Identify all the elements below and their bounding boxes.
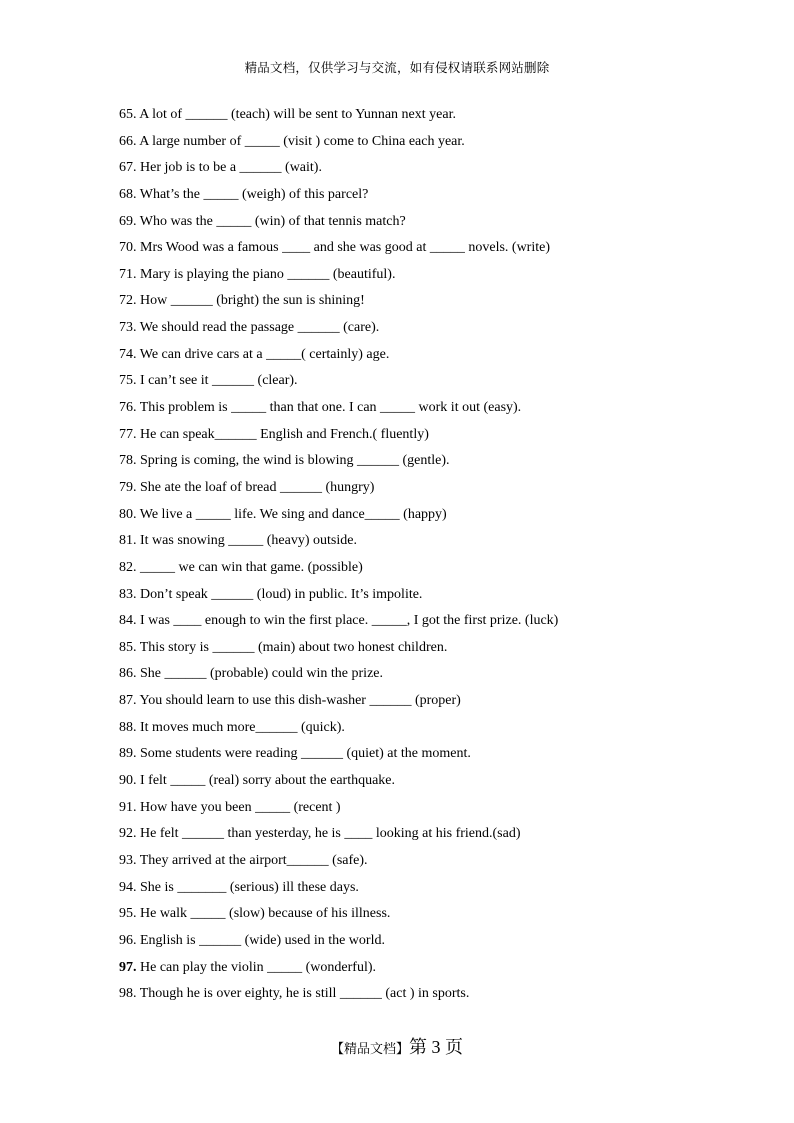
exercise-item [119,315,679,342]
exercise-text: She ______ (probable) could win the prize. [140,666,383,682]
exercise-item [119,688,679,715]
exercise-number: 74. [119,346,137,362]
exercise-number: 81. [119,533,137,549]
exercise-text: We live a _____ life. We sing and dance_____ (happy) [139,506,447,522]
exercise-item [119,795,679,822]
exercise-number: 77. [119,426,137,442]
exercise-text: This problem is _____ than that one. I can _____ work it out (easy). [139,400,522,416]
exercise-text: We should read the passage ______ (care). [139,320,380,336]
exercise-item [119,955,679,982]
exercise-number: 83. [119,586,137,602]
exercise-text: He felt ______ than yesterday, he is ____ looking at his friend.(sad) [140,826,521,842]
exercise-item [119,768,679,795]
exercise-text: How have you been _____ (recent ) [140,799,341,815]
exercise-number: 84. [119,613,137,629]
exercise-number: 76. [119,400,137,416]
exercise-number: 73. [119,320,137,336]
exercise-number: 68. [119,186,137,202]
exercise-item [119,875,679,902]
exercise-item [119,715,679,742]
exercise-number: 70. [119,240,137,256]
exercise-item [119,395,679,422]
exercise-number: 78. [119,453,137,469]
exercise-number: 71. [119,266,137,282]
exercise-text: Some students were reading ______ (quiet) at the moment. [140,746,471,762]
exercise-number: 66. [119,133,137,149]
exercise-text: She is _______ (serious) ill these days. [140,879,359,895]
exercise-text: He walk _____ (slow) because of his illness. [140,906,391,922]
exercise-text: He can play the violin _____ (wonderful). [140,959,376,975]
exercise-text: I was ____ enough to win the first place. _____, I got the first prize. (luck) [140,613,559,629]
exercise-number: 72. [119,293,137,309]
exercise-number: 67. [119,160,137,176]
exercise-text: He can speak______ English and French.( fluently) [140,426,429,442]
exercise-number: 94. [119,879,137,895]
exercise-text: This story is ______ (main) about two honest children. [139,639,448,655]
exercise-number: 90. [119,773,137,789]
exercise-text: Her job is to be a ______ (wait). [140,160,322,176]
exercise-item [119,928,679,955]
page-number: 第 3 页 [409,1037,463,1057]
exercise-number: 96. [119,932,137,948]
exercise-number: 86. [119,666,137,682]
exercise-number: 89. [119,746,137,762]
exercise-text: A lot of ______ (teach) will be sent to Yunnan next year. [139,107,456,122]
exercise-list [119,102,679,1008]
exercise-number: 97. [119,959,137,975]
exercise-number: 92. [119,826,137,842]
exercise-text: They arrived at the airport______ (safe). [139,852,368,868]
exercise-item [119,582,679,609]
exercise-item [119,475,679,502]
exercise-item [119,288,679,315]
exercise-text: Though he is over eighty, he is still ______ (act ) in sports. [139,986,470,1002]
exercise-text: A large number of _____ (visit ) come to China each year. [139,133,465,149]
exercise-text: English is ______ (wide) used in the world. [140,932,385,948]
exercise-text: Don’t speak ______ (loud) in public. It’s impolite. [140,586,423,602]
exercise-item [119,502,679,529]
exercise-text: I felt _____ (real) sorry about the earthquake. [140,773,396,789]
exercise-text: What’s the _____ (weigh) of this parcel? [139,186,369,202]
exercise-item [119,635,679,662]
exercise-item [119,821,679,848]
exercise-item [119,368,679,395]
exercise-number: 82. [119,559,137,575]
exercise-text: I can’t see it ______ (clear). [140,373,298,389]
footer-tag: 【精品文档】 [330,1042,409,1057]
exercise-item [119,448,679,475]
exercise-text: It moves much more______ (quick). [140,719,345,735]
exercise-text: How ______ (bright) the sun is shining! [140,293,365,309]
exercise-text: Spring is coming, the wind is blowing ______ (gentle). [140,453,450,469]
exercise-number: 88. [119,719,137,735]
exercise-item [119,235,679,262]
exercise-item [119,342,679,369]
exercise-text: _____ we can win that game. (possible) [140,559,363,575]
exercise-item [119,209,679,236]
exercise-text: Mary is playing the piano ______ (beautiful). [140,266,396,282]
exercise-item [119,661,679,688]
exercise-item [119,102,679,129]
exercise-number: 65. [119,107,137,122]
exercise-item [119,555,679,582]
exercise-number: 91. [119,799,137,815]
exercise-number: 85. [119,639,137,655]
exercise-number: 87. [119,693,137,709]
exercise-text: Mrs Wood was a famous ____ and she was good at _____ novels. (write) [140,240,550,256]
exercise-text: We can drive cars at a _____( certainly) age. [139,346,390,362]
exercise-item [119,182,679,209]
exercise-text: It was snowing _____ (heavy) outside. [140,533,357,549]
exercise-item [119,741,679,768]
exercise-item [119,848,679,875]
exercise-number: 93. [119,852,137,868]
page-header: 精品文档，仅供学习与交流，如有侵权请联系网站删除 [244,60,550,75]
exercise-item [119,981,679,1008]
exercise-number: 69. [119,213,137,229]
exercise-item [119,422,679,449]
exercise-item [119,129,679,156]
exercise-number: 75. [119,373,137,389]
page-footer [0,1033,794,1059]
exercise-number: 79. [119,479,137,495]
exercise-number: 80. [119,506,137,522]
exercise-text: You should learn to use this dish-washer ______ (proper) [139,693,461,709]
exercise-item [119,528,679,555]
exercise-number: 98. [119,986,137,1002]
exercise-number: 95. [119,906,137,922]
exercise-item [119,901,679,928]
exercise-item [119,608,679,635]
exercise-text: She ate the loaf of bread ______ (hungry) [140,479,375,495]
exercise-item [119,155,679,182]
exercise-item [119,262,679,289]
exercise-text: Who was the _____ (win) of that tennis match? [139,213,406,229]
